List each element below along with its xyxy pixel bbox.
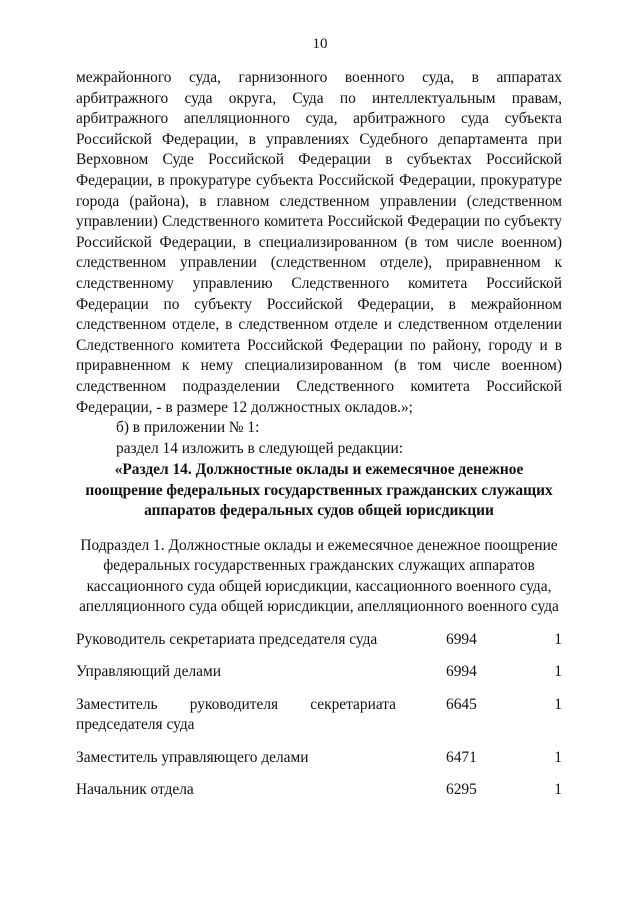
position-name: Руководитель секретариата председателя суда bbox=[76, 631, 378, 648]
paragraph-appendix: б) в приложении № 1: bbox=[116, 419, 260, 437]
position-name: Заместитель управляющего делами bbox=[76, 748, 309, 766]
salary-value: 6994 bbox=[446, 663, 477, 681]
table-row bbox=[76, 662, 562, 682]
position-name: Управляющий делами bbox=[76, 663, 221, 681]
coefficient-value: 1 bbox=[554, 781, 562, 799]
salary-value: 6994 bbox=[446, 631, 477, 648]
subsection-heading: Подраздел 1. Должностные оклады и ежемесячное денежное поощрение федеральных государственных гражданских служащих аппаратов кассационного суда общей юрисдикции, кассационного военного суда, апелляционного суда общей юрисдикции, апелляционного военного суда bbox=[79, 537, 559, 616]
salary-value: 6645 bbox=[446, 695, 477, 713]
table-row bbox=[76, 780, 562, 800]
table-row bbox=[76, 695, 562, 736]
salary-value: 6471 bbox=[446, 748, 477, 766]
position-name: Начальник отдела bbox=[76, 781, 194, 799]
page-number: 10 bbox=[312, 36, 328, 52]
salary-value: 6295 bbox=[446, 781, 477, 799]
table-row bbox=[76, 630, 562, 650]
position-name: Заместитель руководителя секретариата председателя суда bbox=[76, 695, 396, 734]
coefficient-value: 1 bbox=[554, 631, 562, 648]
coefficient-value: 1 bbox=[554, 663, 562, 681]
section-heading: «Раздел 14. Должностные оклады и ежемесячное денежное поощрение федеральных государственных гражданских служащих аппаратов федеральных судов общей юрисдикции bbox=[85, 461, 553, 520]
paragraph-continuation: межрайонного суда, гарнизонного военного суда, в аппаратах арбитражного суда округа, Суда по интеллектуальным правам, арбитражного апелляционного суда, арбитражного суда субъекта Российской Федерации, в управлениях Судебного департамента при Верховном Суде Российской Федерации в субъектах Российской Федерации, в прокуратуре субъекта Российской Федерации, прокуратуре города (района), в главном следственном управлении (следственном управлении) Следственного комитета Российской Федерации по субъекту Российской Федерации, в специализированном (в том числе военном) следственном управлении (следственном отделе), приравненном к следственному управлению Следственного комитета Российской Федерации по субъекту Российской Федерации, в межрайонном следственном отделе, в следственном отделе и следственном отделении Следственного комитета Российской Федерации по району, городу и в приравненном к нему специализированном (в том числе военном) следственном подразделении Следственного комитета Российской Федерации, - в размере 12 должностных окладов.»; bbox=[76, 69, 562, 416]
document-body bbox=[76, 68, 562, 459]
coefficient-value: 1 bbox=[554, 695, 562, 713]
paragraph-section-edit: раздел 14 изложить в следующей редакции: bbox=[116, 439, 404, 457]
coefficient-value: 1 bbox=[554, 748, 562, 766]
table-row bbox=[76, 748, 562, 768]
salary-table bbox=[76, 630, 562, 800]
